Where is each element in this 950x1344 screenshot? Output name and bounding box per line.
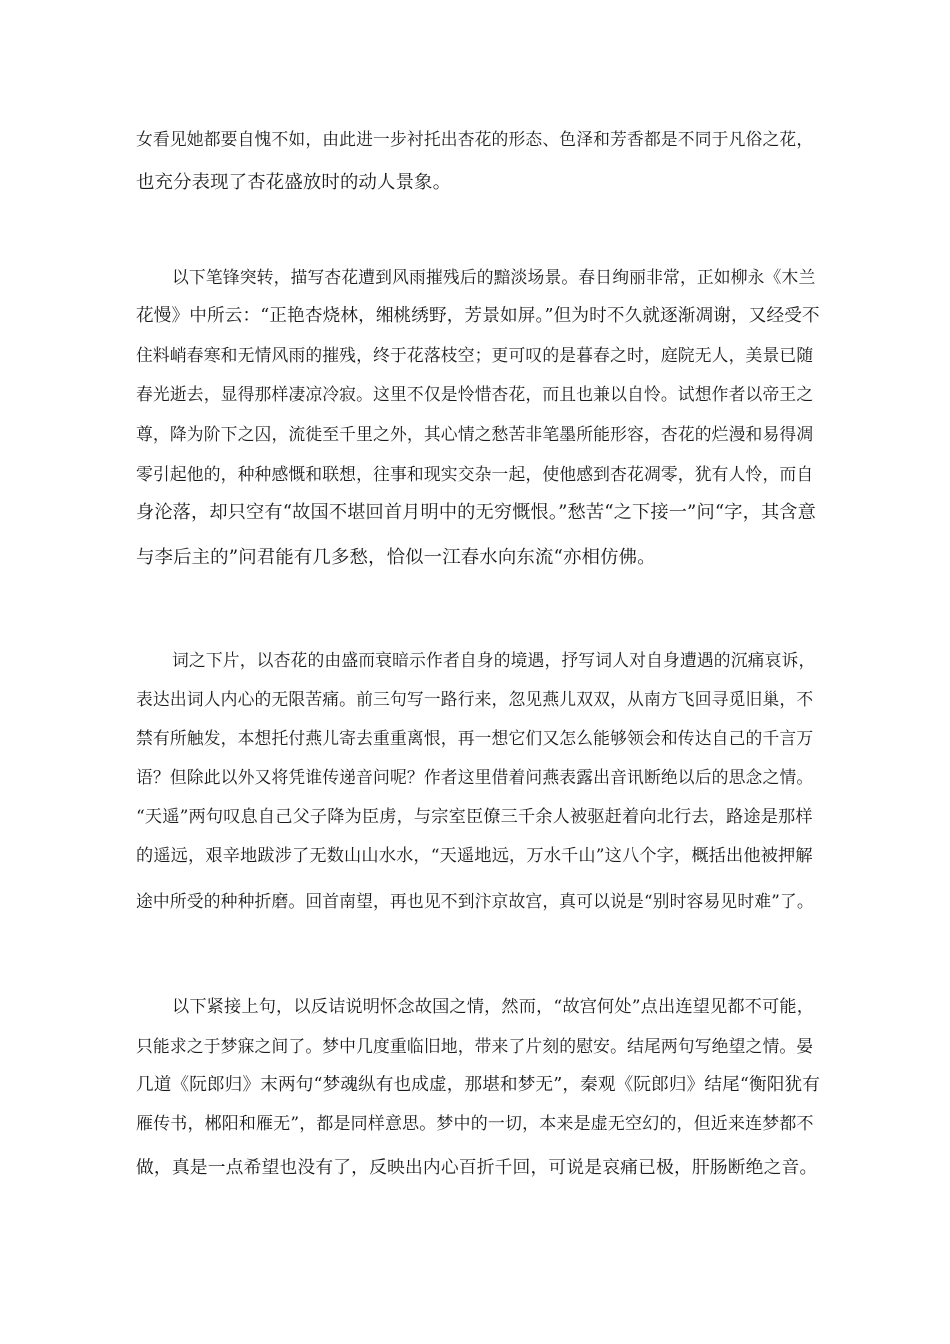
text-line: 女看见她都要自愧不如，由此进一步衬托出杏花的形态、色泽和芳香都是不同于凡俗之花， [136,129,814,149]
text-line: 语？但除此以外又将凭谁传递音问呢？作者这里借着问燕表露出音讯断绝以后的思念之情。 [136,767,814,787]
text-line: 词之下片，以杏花的由盛而衰暗示作者自身的境遇，抒写词人对自身遭遇的沉痛哀诉， [172,650,816,670]
text-line: 途中所受的种种折磨。回首南望，再也见不到汴京故宫，真可以说是“别时容易见时难”了。 [136,891,814,911]
text-line: 几道《阮郎归》末两句“梦魂纵有也成虚，那堪和梦无”，秦观《阮郎归》结尾“衡阳犹有 [136,1075,820,1095]
text-line: 春光逝去，显得那样凄凉冷寂。这里不仅是怜惜杏花，而且也兼以自怜。试想作者以帝王之 [136,384,814,404]
text-line: “天遥”两句叹息自己父子降为臣虏，与宗室臣僚三千余人被驱赶着向北行去，路途是那样 [136,807,813,827]
text-line: 做，真是一点希望也没有了，反映出内心百折千回，可说是哀痛已极，肝肠断绝之音。 [136,1157,818,1178]
text-line: 也充分表现了杏花盛放时的动人景象。 [136,172,452,193]
text-line: 身沦落，却只空有“故国不堪回首月明中的无穷慨恨。”愁苦“之下接一”问“字，其含意 [136,502,816,523]
text-line: 住料峭春寒和无情风雨的摧残，终于花落枝空；更可叹的是暮春之时，庭院无人，美景已随 [136,345,814,365]
text-line: 与李后主的”问君能有几多愁，恰似一江春水向东流“亦相仿佛。 [136,547,656,568]
text-line: 禁有所触发，本想托付燕儿寄去重重离恨，再一想它们又怎么能够领会和传达自己的千言万 [136,728,814,748]
text-line: 的遥远，艰辛地跋涉了无数山山水水，“天遥地远，万水千山”这八个字，概括出他被押解 [136,846,813,866]
text-line: 只能求之于梦寐之间了。梦中几度重临旧地，带来了片刻的慰安。结尾两句写绝望之情。晏 [136,1036,814,1056]
text-line: 雁传书，郴阳和雁无”，都是同样意思。梦中的一切，本来是虚无空幻的，但近来连梦都不 [136,1114,814,1134]
text-line: 尊，降为阶下之囚，流徙至千里之外，其心情之愁苦非笔墨所能形容，杏花的烂漫和易得凋 [136,424,814,444]
text-line: 以下紧接上句，以反诘说明怀念故国之情，然而，“故宫何处”点出连望见都不可能， [172,997,815,1017]
text-line: 花慢》中所云：“正艳杏烧林，缃桃绣野，芳景如屏。”但为时不久就逐渐凋谢，又经受不 [136,306,820,326]
text-line: 以下笔锋突转，描写杏花遭到风雨摧残后的黯淡场景。春日绚丽非常，正如柳永《木兰 [172,267,816,287]
text-line: 表达出词人内心的无限苦痛。前三句写一路行来，忽见燕儿双双，从南方飞回寻觅旧巢，不 [136,689,814,709]
text-line: 零引起他的，种种感慨和联想，往事和现实交杂一起，使他感到杏花凋零，犹有人怜，而自 [136,464,814,484]
